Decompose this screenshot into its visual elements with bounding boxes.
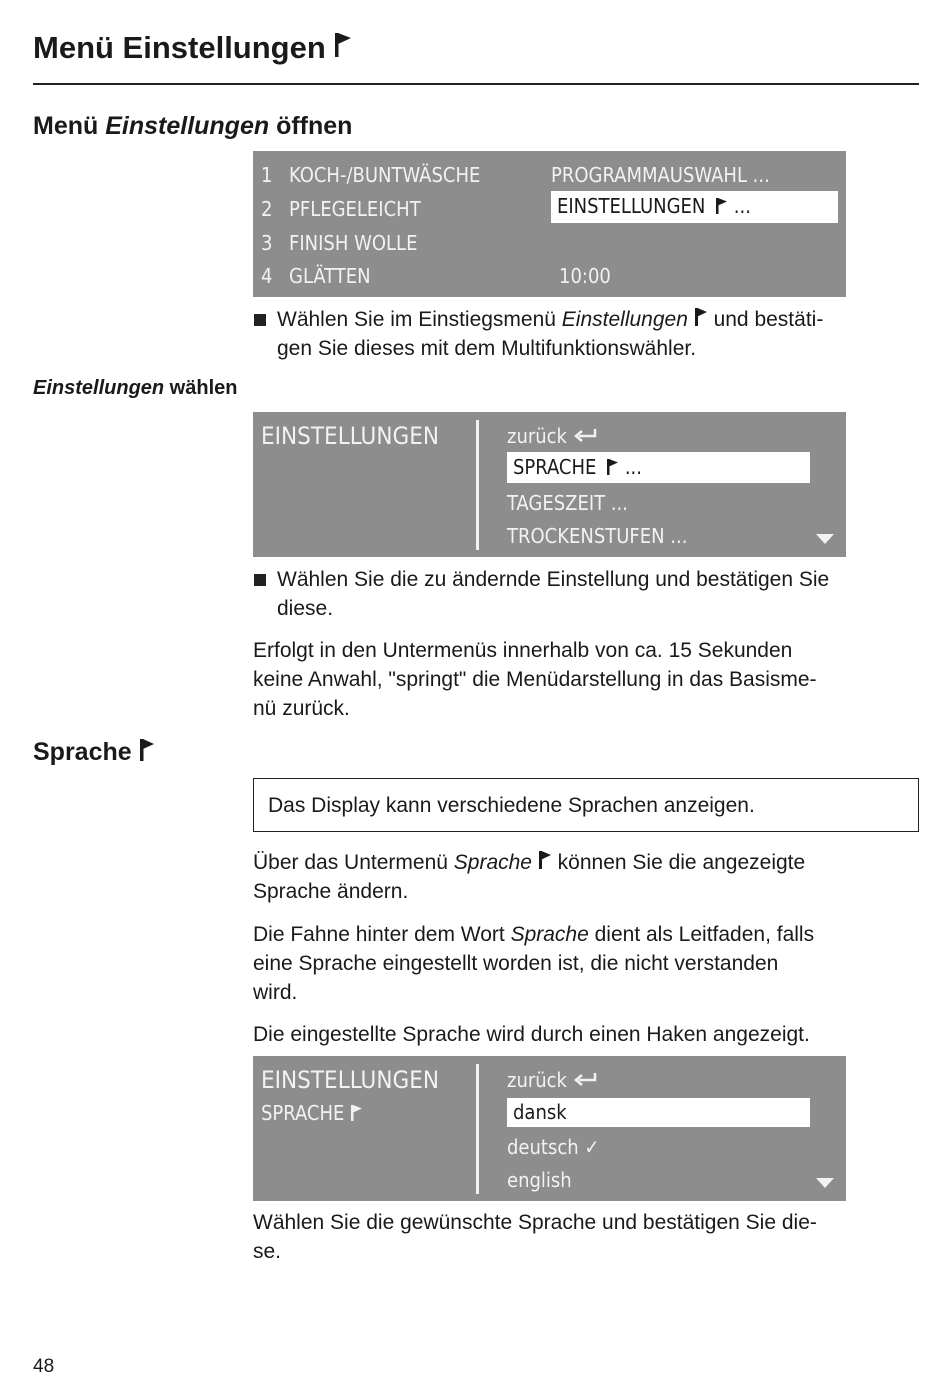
title-rule xyxy=(33,83,919,85)
text-part: und bestäti- xyxy=(707,308,824,331)
language-english-item: english xyxy=(507,1168,572,1192)
display-divider xyxy=(476,420,479,550)
text-part: Wählen Sie im Einstiegsmenü xyxy=(277,308,562,331)
text-line: Wählen Sie die gewünschte Sprache und bestätigen Sie die- xyxy=(253,1211,817,1234)
flag-icon xyxy=(334,32,352,58)
text-line: Sprache ändern. xyxy=(253,880,409,903)
timeout-paragraph xyxy=(253,636,919,723)
flag-icon xyxy=(694,307,708,327)
back-label: zurück xyxy=(507,424,567,448)
flag-icon xyxy=(606,458,619,476)
selected-text: SPRACHE xyxy=(513,455,597,479)
text-line: keine Anwahl, "springt" die Menüdarstellung in das Basisme- xyxy=(253,668,817,691)
text-italic: Einstellungen xyxy=(561,308,688,331)
note-text: Das Display kann verschiedene Sprachen anzeigen. xyxy=(268,794,755,817)
text-part: Über das Untermenü xyxy=(253,851,454,874)
display-title: EINSTELLUNGEN xyxy=(261,1066,440,1094)
return-arrow-icon xyxy=(573,1071,599,1089)
row-label: FINISH WOLLE xyxy=(289,231,418,255)
selected-text: dansk xyxy=(513,1100,567,1124)
heading-italic: Einstellungen xyxy=(105,112,270,140)
display-main-menu xyxy=(253,151,846,297)
display-language-menu xyxy=(253,1056,846,1201)
menu-row-4 xyxy=(261,264,371,288)
flag-paragraph xyxy=(253,920,919,1007)
text-line: Wählen Sie die zu ändernde Einstellung und bestätigen Sie xyxy=(277,568,830,591)
page-number: 48 xyxy=(33,1356,55,1377)
flag-icon xyxy=(538,850,552,870)
triangle-down-icon xyxy=(816,534,834,544)
text-italic: Sprache xyxy=(453,851,532,874)
text-line: Erfolgt in den Untermenüs innerhalb von ca. 15 Sekunden xyxy=(253,639,793,662)
section-language-heading xyxy=(33,738,155,767)
text-part: Die Fahne hinter dem Wort xyxy=(253,923,511,946)
selected-suffix: ... xyxy=(619,455,642,479)
display-divider xyxy=(476,1064,479,1194)
menu-row-1 xyxy=(261,163,481,187)
text-part: dient als Leitfaden, falls xyxy=(588,923,815,946)
text-line: wird. xyxy=(253,981,298,1004)
note-box xyxy=(253,778,919,832)
row-num: 2 xyxy=(261,197,273,221)
back-label: zurück xyxy=(507,1068,567,1092)
selected-text: EINSTELLUNGEN xyxy=(557,194,706,218)
language-deutsch-item xyxy=(507,1135,599,1159)
instruction-choose-language xyxy=(253,1208,919,1266)
text-part: können Sie die angezeigte xyxy=(551,851,806,874)
page-title-text: Menü Einstellungen xyxy=(33,30,326,65)
text-line: diese. xyxy=(277,597,334,620)
page-title xyxy=(33,30,352,66)
square-bullet xyxy=(254,314,266,326)
selected-suffix: ... xyxy=(728,194,751,218)
selected-label xyxy=(557,194,751,218)
checkmark-paragraph: Die eingestellte Sprache wird durch einen Haken angezeigt. xyxy=(253,1023,810,1046)
language-dansk-selected xyxy=(507,1098,810,1127)
heading-suffix: öffnen xyxy=(269,112,353,140)
flag-icon xyxy=(350,1104,363,1122)
display-settings-menu xyxy=(253,412,846,557)
section-choose-heading xyxy=(33,377,237,400)
section-open-heading xyxy=(33,112,352,141)
menu-row-2 xyxy=(261,197,421,221)
text-line: gen Sie dieses mit dem Multifunktionswähler. xyxy=(277,337,697,360)
subtitle-text: SPRACHE xyxy=(261,1101,345,1125)
display-subtitle xyxy=(261,1101,363,1125)
back-item xyxy=(507,424,599,448)
text-line: se. xyxy=(253,1240,282,1263)
row-label: KOCH-/BUNTWÄSCHE xyxy=(289,163,481,187)
heading-prefix: Menü xyxy=(33,112,106,140)
triangle-down-icon xyxy=(816,1178,834,1188)
submenu-paragraph xyxy=(253,848,919,906)
time-of-day-item: TAGESZEIT ... xyxy=(507,491,628,515)
display-title: EINSTELLUNGEN xyxy=(261,422,440,450)
language-item-selected xyxy=(507,452,810,483)
heading-suffix: wählen xyxy=(164,377,238,399)
heading-italic: Einstellungen xyxy=(33,377,165,399)
clock-display: 10:00 xyxy=(559,264,611,288)
checkmark-icon: ✓ xyxy=(584,1135,600,1159)
program-selection-item: PROGRAMMAUSWAHL ... xyxy=(551,163,770,187)
instruction-choose-setting xyxy=(277,565,919,623)
row-label: GLÄTTEN xyxy=(289,264,371,288)
drying-levels-item: TROCKENSTUFEN ... xyxy=(507,524,688,548)
text-line: eine Sprache eingestellt worden ist, die nicht verstanden xyxy=(253,952,779,975)
text-italic: Sprache xyxy=(510,923,589,946)
instruction-open-menu xyxy=(277,305,919,363)
settings-item-selected xyxy=(551,191,838,223)
row-num: 3 xyxy=(261,231,273,255)
back-item xyxy=(507,1068,599,1092)
flag-icon xyxy=(139,738,155,762)
return-arrow-icon xyxy=(573,427,599,445)
row-label: PFLEGELEICHT xyxy=(289,197,421,221)
heading-text: Sprache xyxy=(33,738,132,766)
menu-row-3 xyxy=(261,231,418,255)
row-num: 4 xyxy=(261,264,273,288)
row-num: 1 xyxy=(261,163,273,187)
item-label: deutsch xyxy=(507,1135,579,1159)
flag-icon xyxy=(715,197,728,215)
selected-label xyxy=(513,455,642,479)
text-line: nü zurück. xyxy=(253,697,350,720)
square-bullet xyxy=(254,574,266,586)
